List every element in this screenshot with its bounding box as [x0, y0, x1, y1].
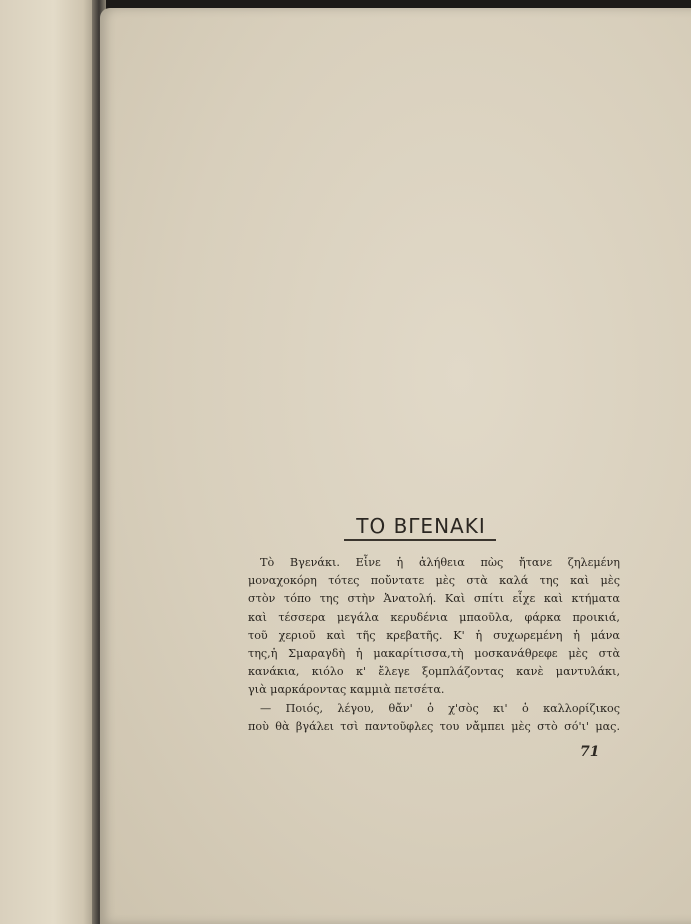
text-line: καὶ τέσσερα μεγάλα κερυδένια μπαοῦλα, φάρκα προικιά, — [248, 610, 620, 624]
title-underline — [344, 539, 496, 541]
right-page — [100, 8, 691, 924]
text-line: τοῦ χεριοῦ καὶ τῆς κρεβατῆς. Κ' ἡ συχωρεμένη ἡ μάνα — [248, 628, 620, 642]
text-line: γιὰ μαρκάροντας καμμιὰ πετσέτα. — [248, 683, 445, 697]
text-line: Τὸ Βγενάκι. Εἶνε ἡ ἀλήθεια πὼς ἤτανε ζηλεμένη — [260, 556, 620, 569]
text-line: της,ἡ Σμαραγδὴ ἡ μακαρίτισσα,τὴ μοσκανάθρεφε μὲς στὰ — [248, 647, 620, 661]
text-line: ποὺ θὰ βγάλει τσὶ παντοῦφλες του νἄμπει μὲς στὸ σό'ι' μας. — [248, 719, 620, 733]
left-page — [0, 0, 98, 924]
text-line: κανάκια, κιόλο κ' ἔλεγε ξομπλάζοντας κανὲ μαντυλάκι, — [248, 665, 620, 679]
body-text — [248, 554, 620, 736]
text-line: μοναχοκόρη τότες ποὔντατε μὲς στὰ καλά της καὶ μὲς — [248, 574, 620, 588]
page-number: 71 — [580, 744, 600, 760]
text-line: στὸν τόπο της στὴν Ἀνατολή. Καὶ σπίτι εἶχε καὶ κτήματα — [248, 592, 620, 606]
text-line: — Ποιός, λέγου, θἄν' ὁ χ'σὸς κι' ὁ καλλορίζικος — [260, 701, 620, 715]
chapter-title: ΤΟ ΒΓΕΝΑΚΙ — [356, 514, 486, 538]
